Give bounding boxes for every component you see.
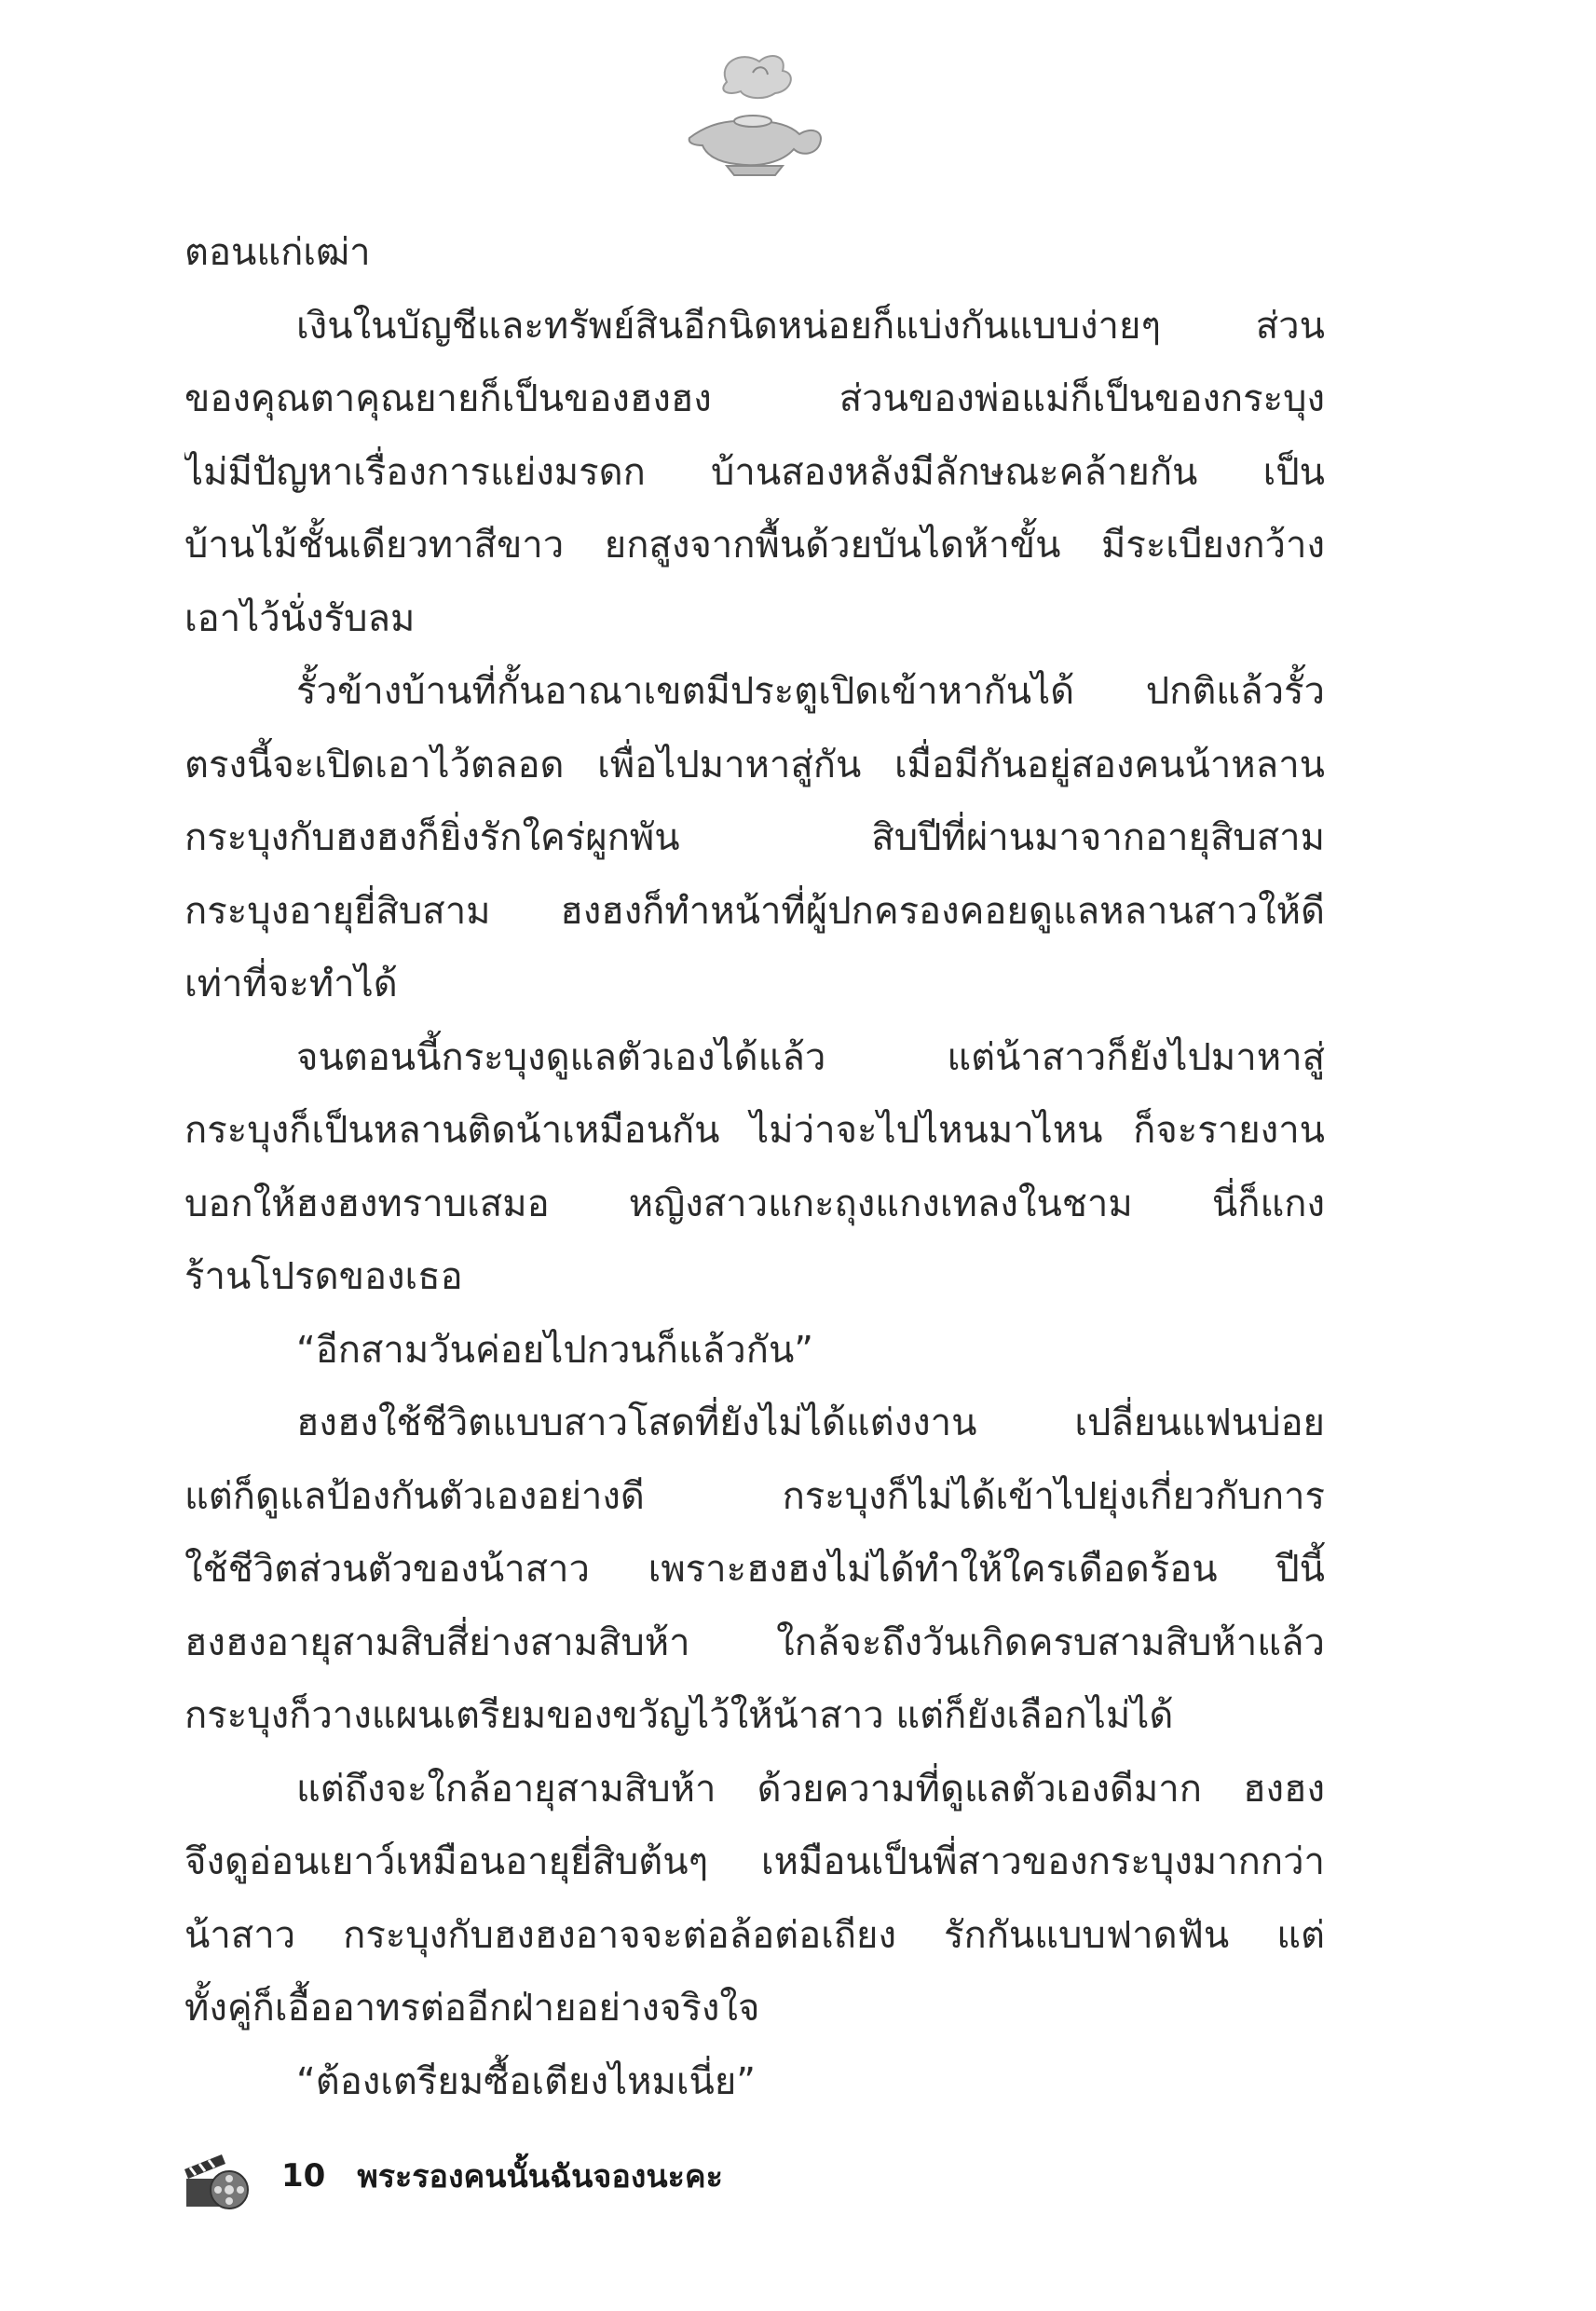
text-line: ทั้งคู่ก็เอื้ออาทรต่ออีกฝ่ายอย่างจริงใจ xyxy=(184,1987,760,2030)
text-line: “ต้องเตรียมซื้อเตียงไหมเนี่ย” xyxy=(296,2059,757,2103)
text-line: “อีกสามวันค่อยไปกวนก็แล้วกัน” xyxy=(296,1328,814,1372)
text-line: กระบุงก็วางแผนเตรียมของขวัญไว้ให้น้าสาว แต่ก็ยังเลือกไม่ได้ xyxy=(184,1694,1174,1737)
text-line: ของคุณตาคุณยายก็เป็นของฮงฮง ส่วนของพ่อแม่ก็เป็นของกระบุง xyxy=(184,377,1325,420)
text-line: แต่ก็ดูแลป้องกันตัวเองอย่างดี กระบุงก็ไม่ได้เข้าไปยุ่งเกี่ยวกับการ xyxy=(184,1474,1325,1518)
text-line: ฮงฮงใช้ชีวิตแบบสาวโสดที่ยังไม่ได้แต่งงาน เปลี่ยนแฟนบ่อย xyxy=(296,1402,1325,1444)
text-line: เอาไว้นั่งรับลม xyxy=(184,596,416,640)
text-line: เงินในบัญชีและทรัพย์สินอีกนิดหน่อยก็แบ่งกันแบบง่ายๆ ส่วน xyxy=(296,304,1325,348)
text-line: น้าสาว กระบุงกับฮงฮงอาจจะต่อล้อต่อเถียง รักกันแบบฟาดฟัน แต่ xyxy=(184,1913,1325,1957)
text-line: บอกให้ฮงฮงทราบเสมอ หญิงสาวแกะถุงแกงเทลงในชาม นี่ก็แกง xyxy=(184,1182,1325,1225)
text-line: ร้านโปรดของเธอ xyxy=(184,1255,463,1298)
text-line: ตรงนี้จะเปิดเอาไว้ตลอด เพื่อไปมาหาสู่กัน เมื่อมีกันอยู่สองคนน้าหลาน xyxy=(184,743,1325,786)
text-line: ไม่มีปัญหาเรื่องการแย่งมรดก บ้านสองหลังมีลักษณะคล้ายกัน เป็น xyxy=(184,450,1325,494)
genie-lamp-icon xyxy=(671,45,839,185)
film-reel-clapper-icon xyxy=(177,2138,253,2214)
page-number: 10 xyxy=(281,2157,326,2195)
text-line: เท่าที่จะทำได้ xyxy=(184,963,398,1005)
text-line: ฮงฮงอายุสามสิบสี่ย่างสามสิบห้า ใกล้จะถึงวันเกิดครบสามสิบห้าแล้ว xyxy=(184,1620,1325,1664)
text-line: บ้านไม้ชั้นเดียวทาสีขาว ยกสูงจากพื้นด้วยบันไดห้าขั้น มีระเบียงกว้าง xyxy=(184,524,1325,567)
page-footer xyxy=(177,2143,1016,2208)
text-line: กระบุงก็เป็นหลานติดน้าเหมือนกัน ไม่ว่าจะไปไหนมาไหน ก็จะรายงาน xyxy=(184,1109,1325,1152)
text-line: ใช้ชีวิตส่วนตัวของน้าสาว เพราะฮงฮงไม่ได้ทำให้ใครเดือดร้อน ปีนี้ xyxy=(184,1548,1325,1591)
text-line: รั้วข้างบ้านที่กั้นอาณาเขตมีประตูเปิดเข้าหากันได้ ปกติแล้วรั้ว xyxy=(296,670,1325,713)
text-line: แต่ถึงจะใกล้อายุสามสิบห้า ด้วยความที่ดูแลตัวเองดีมาก ฮงฮง xyxy=(296,1767,1325,1811)
text-line: กระบุงอายุยี่สิบสาม ฮงฮงก็ทำหน้าที่ผู้ปกครองคอยดูแลหลานสาวให้ดี xyxy=(184,889,1325,933)
text-line: กระบุงกับฮงฮงก็ยิ่งรักใคร่ผูกพัน สิบปีที่ผ่านมาจากอายุสิบสาม xyxy=(184,816,1325,859)
body-text xyxy=(184,216,1325,2118)
text-line: จึงดูอ่อนเยาว์เหมือนอายุยี่สิบต้นๆ เหมือนเป็นพี่สาวของกระบุงมากกว่า xyxy=(184,1840,1325,1883)
book-title: พระรองคนนั้นฉันจองนะคะ xyxy=(357,2158,723,2195)
text-line: ตอนแก่เฒ่า xyxy=(184,231,371,274)
text-line: จนตอนนี้กระบุงดูแลตัวเองได้แล้ว แต่น้าสาวก็ยังไปมาหาสู่ xyxy=(296,1035,1325,1079)
